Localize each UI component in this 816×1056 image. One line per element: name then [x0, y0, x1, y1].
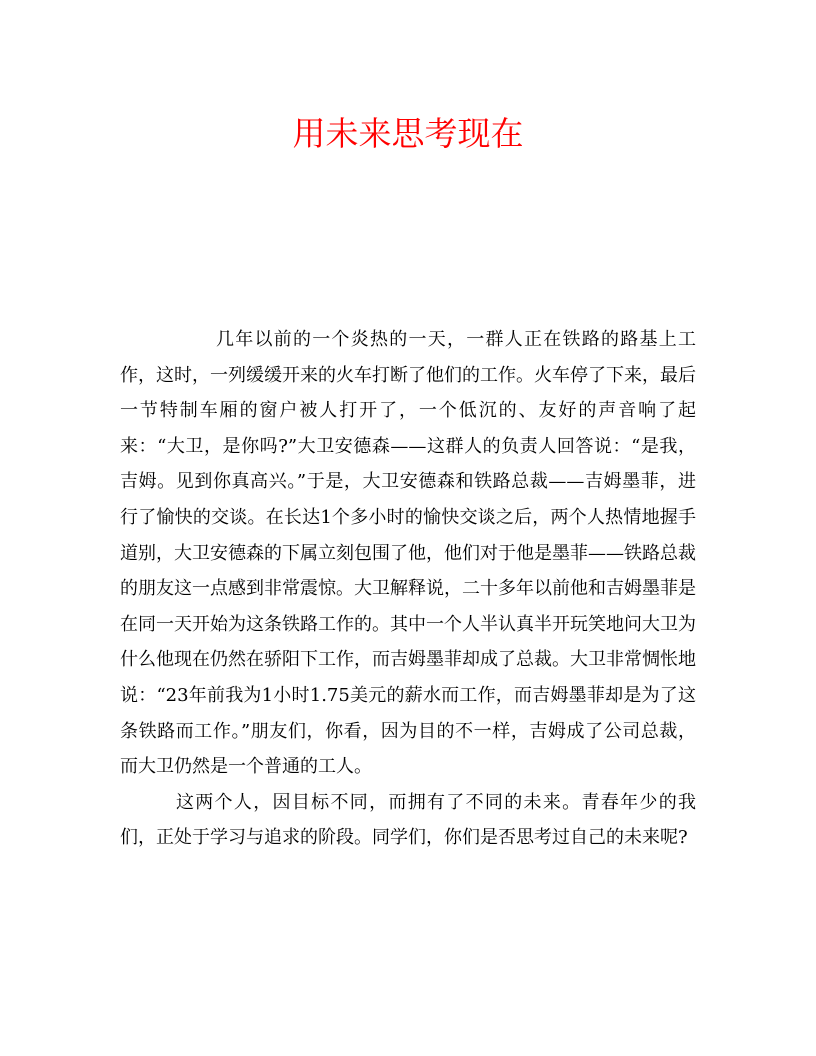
paragraph-2: 这两个人，因目标不同，而拥有了不同的未来。青春年少的我们，正处于学习与追求的阶段。同学们，你们是否思考过自己的未来呢? — [120, 791, 696, 849]
paragraph-1: 几年以前的一个炎热的一天，一群人正在铁路的路基上工作，这时，一列缓缓开来的火车打断了他们的工作。火车停了下来，最后一节特制车厢的窗户被人打开了，一个低沉的、友好的声音响了起来：“大卫，是你吗?”大卫安德森——这群人的负责人回答说：“是我，吉姆。见到你真高兴。”于是，大卫安德森和铁路总裁——吉姆墨菲，进行了愉快的交谈。在长达1个多小时的愉快交谈之后，两个人热情地握手道别，大卫安德森的下属立刻包围了他，他们对于他是墨菲——铁路总裁的朋友这一点感到非常震惊。大卫解释说，二十多年以前他和吉姆墨菲是在同一天开始为这条铁路工作的。其中一个人半认真半开玩笑地问大卫为什么他现在仍然在骄阳下工作，而吉姆墨菲却成了总裁。大卫非常惆怅地说：“23年前我为1小时1.75美元的薪水而工作，而吉姆墨菲却是为了这条铁路而工作。”朋友们，你看，因为目的不一样，吉姆成了公司总裁，而大卫仍然是一个普通的工人。 — [120, 329, 696, 778]
document-title: 用未来思考现在 — [292, 114, 524, 153]
document-body — [120, 322, 696, 856]
